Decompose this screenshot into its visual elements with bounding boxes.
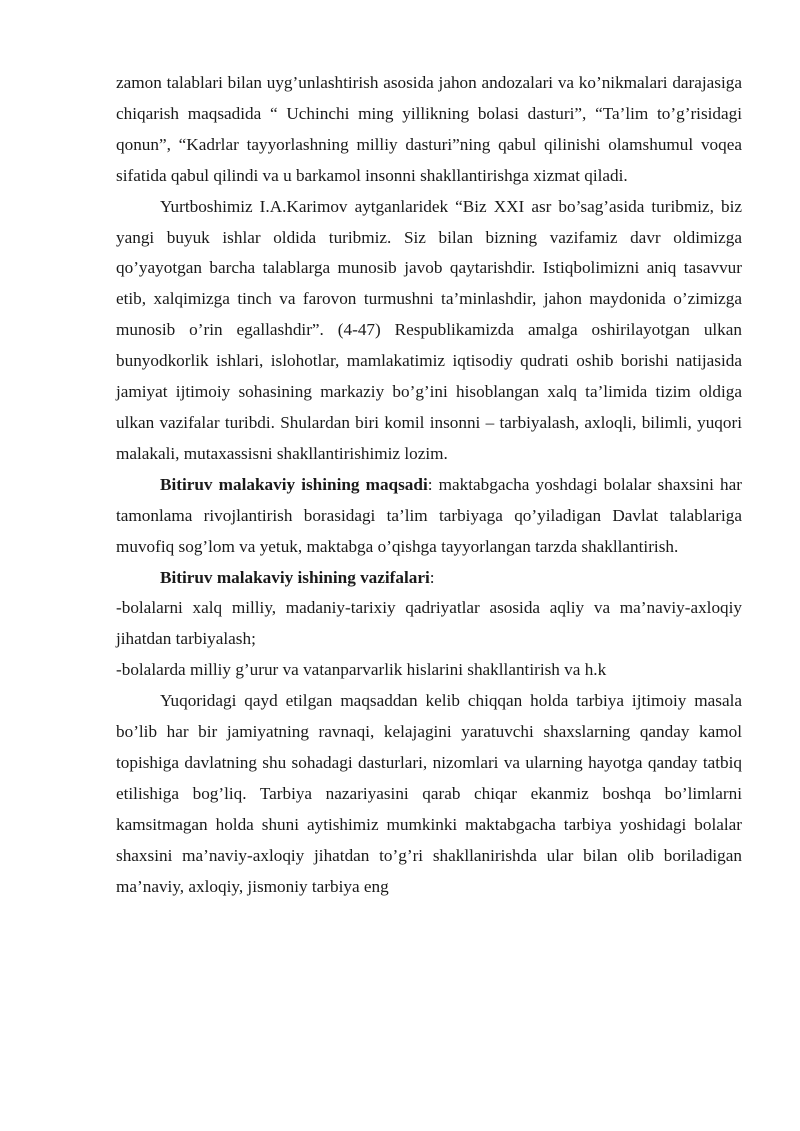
tasks-heading: Bitiruv malakaviy ishining vazifalari [160, 567, 430, 587]
task-item-1: -bolalarni xalq milliy, madaniy-tarixiy qadriyatlar asosida aqliy va ma’naviy-axloqiy jihatdan tarbiyalash; [116, 598, 742, 649]
paragraph-continuation: zamon talablari bilan uyg’unlashtirish asosida jahon andozalari va ko’nikmalari darajasiga chiqarish maqsadida “ Uchinchi ming yillikning bolasi dasturi”, “Ta’lim to’g’risidagi qonun”, “Kadrlar tayyorlashning milliy dasturi”ning qabul qilinishi olamshumul voqea sifatida qabul qilindi va u barkamol insonni shakllantirishga xizmat qiladi. [116, 73, 742, 185]
paragraph-conclusion: Yuqoridagi qayd etilgan maqsaddan kelib chiqqan holda tarbiya ijtimoiy masala bo’lib har bir jamiyatning ravnaqi, kelajagini yaratuvchi shaxslarning qanday kamol topishiga davlatning shu sohadagi dasturlari, nizomlari va ularning hayotga qanday tatbiq etilishiga bog’liq. Tarbiya nazariyasini qarab chiqar ekanmiz boshqa bo’limlarni kamsitmagan holda shuni aytishimiz mumkinki maktabgacha tarbiya yoshidagi bolalar shaxsini ma’naviy-axloqiy jihatdan to’g’ri shakllanirishda ular bilan olib boriladigan ma’naviy, axloqiy, jismoniy tarbiya eng [116, 691, 742, 896]
tasks-colon: : [429, 567, 435, 587]
paragraph-goal [116, 470, 742, 563]
goal-heading: Bitiruv malakaviy ishining maqsadi [160, 474, 428, 494]
paragraph-tasks-heading [116, 563, 742, 594]
goal-text: : maktabgacha yoshdagi bolalar shaxsini har tamonlama rivojlantirish borasidagi ta’lim tarbiyaga qo’yiladigan Davlat talablariga muvofiq sog’lom va yetuk, maktabga o’qishga tayyorlangan tarzda shakllantirish. [116, 474, 742, 556]
task-item-2: -bolalarda milliy g’urur va vatanparvarlik hislarini shakllantirish va h.k [116, 660, 607, 680]
document-page [116, 68, 742, 902]
paragraph-president-quote: Yurtboshimiz I.A.Karimov aytganlaridek “Biz XXI asr bo’sag’asida turibmiz, biz yangi buyuk ishlar oldida turibmiz. Siz bilan bizning vazifamiz davr oldimizga qo’yayotgan barcha talablarga munosib javob qaytarishdir. Istiqbolimizni aniq tasavvur etib, xalqimizga tinch va farovon turmushni ta’minlashdir, jahon maydonida o’zimizga munosib o’rin egallashdir”. (4-47) Respublikamizda amalga oshirilayotgan ulkan bunyodkorlik ishlari, islohotlar, mamlakatimiz iqtisodiy qudrati oshib borishi natijasida jamiyat ijtimoiy sohasining markaziy bo’g’ini hisoblangan xalq ta’limida tizim oldiga ulkan vazifalar turibdi. Shulardan biri komil insonni – tarbiyalash, axloqli, bilimli, yuqori malakali, mutaxassisni shakllantirishimiz lozim. [116, 196, 742, 463]
